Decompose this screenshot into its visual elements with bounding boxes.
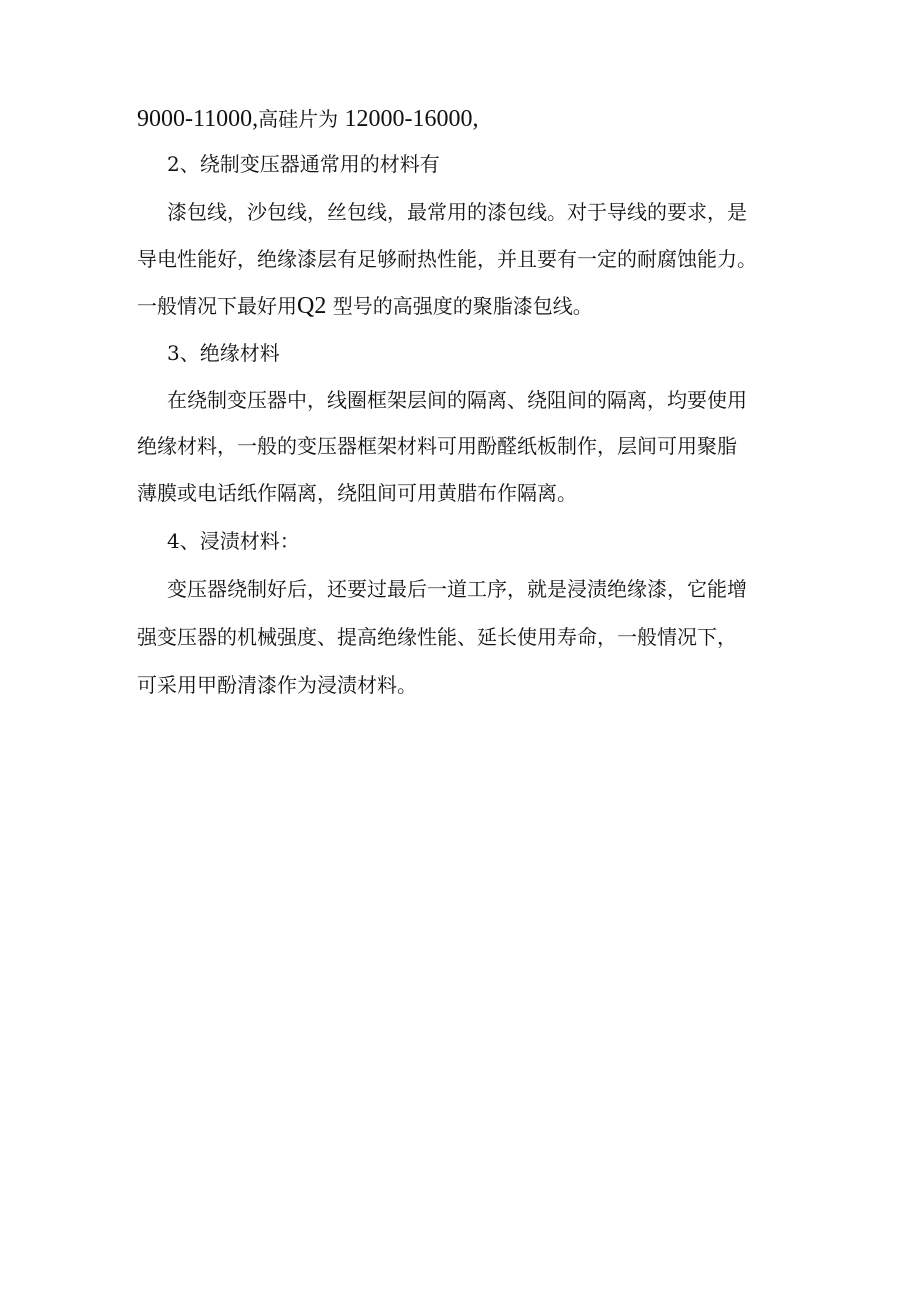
section-4-paragraph-line-1: 变压器绕制好后，还要过最后一道工序，就是浸渍绝缘漆，它能增 xyxy=(167,577,747,601)
section-3-paragraph-line-1: 在绕制变压器中，线圈框架层间的隔离、绕阻间的隔离，均要使用 xyxy=(167,388,747,412)
ratio-value-a: 9000-11000, xyxy=(137,106,259,132)
section-3-paragraph-line-2: 绝缘材料，一般的变压器框架材料可用酚醛纸板制作，层间可用聚脂 xyxy=(137,434,737,458)
section-2-line-3-text-a: 一般情况下最好用 xyxy=(137,294,297,318)
section-2-line-3-text-b: 型号的高强度的聚脂漆包线。 xyxy=(332,294,593,318)
section-2-paragraph-line-2: 导电性能好，绝缘漆层有足够耐热性能，并且要有一定的耐腐蚀能力。 xyxy=(137,247,757,271)
line-ratio-values xyxy=(137,104,478,134)
section-2-heading: 2、绕制变压器通常用的材料有 xyxy=(167,152,440,176)
section-2-paragraph-line-1: 漆包线，沙包线，丝包线，最常用的漆包线。对于导线的要求，是 xyxy=(167,200,747,224)
ratio-label: 高硅片为 xyxy=(258,107,339,131)
section-4-heading: 4、浸渍材料： xyxy=(167,529,300,553)
section-3-paragraph-line-3: 薄膜或电话纸作隔离，绕阻间可用黄腊布作隔离。 xyxy=(137,481,577,505)
ratio-value-b: 12000-16000, xyxy=(344,106,479,132)
section-4-paragraph-line-3: 可采用甲酚清漆作为浸渍材料。 xyxy=(137,673,417,697)
section-2-paragraph-line-3 xyxy=(137,291,593,321)
section-3-heading: 3、绝缘材料 xyxy=(167,341,280,365)
section-4-paragraph-line-2: 强变压器的机械强度、提高绝缘性能、延长使用寿命，一般情况下， xyxy=(137,625,737,649)
wire-model-code: Q2 xyxy=(297,293,327,319)
